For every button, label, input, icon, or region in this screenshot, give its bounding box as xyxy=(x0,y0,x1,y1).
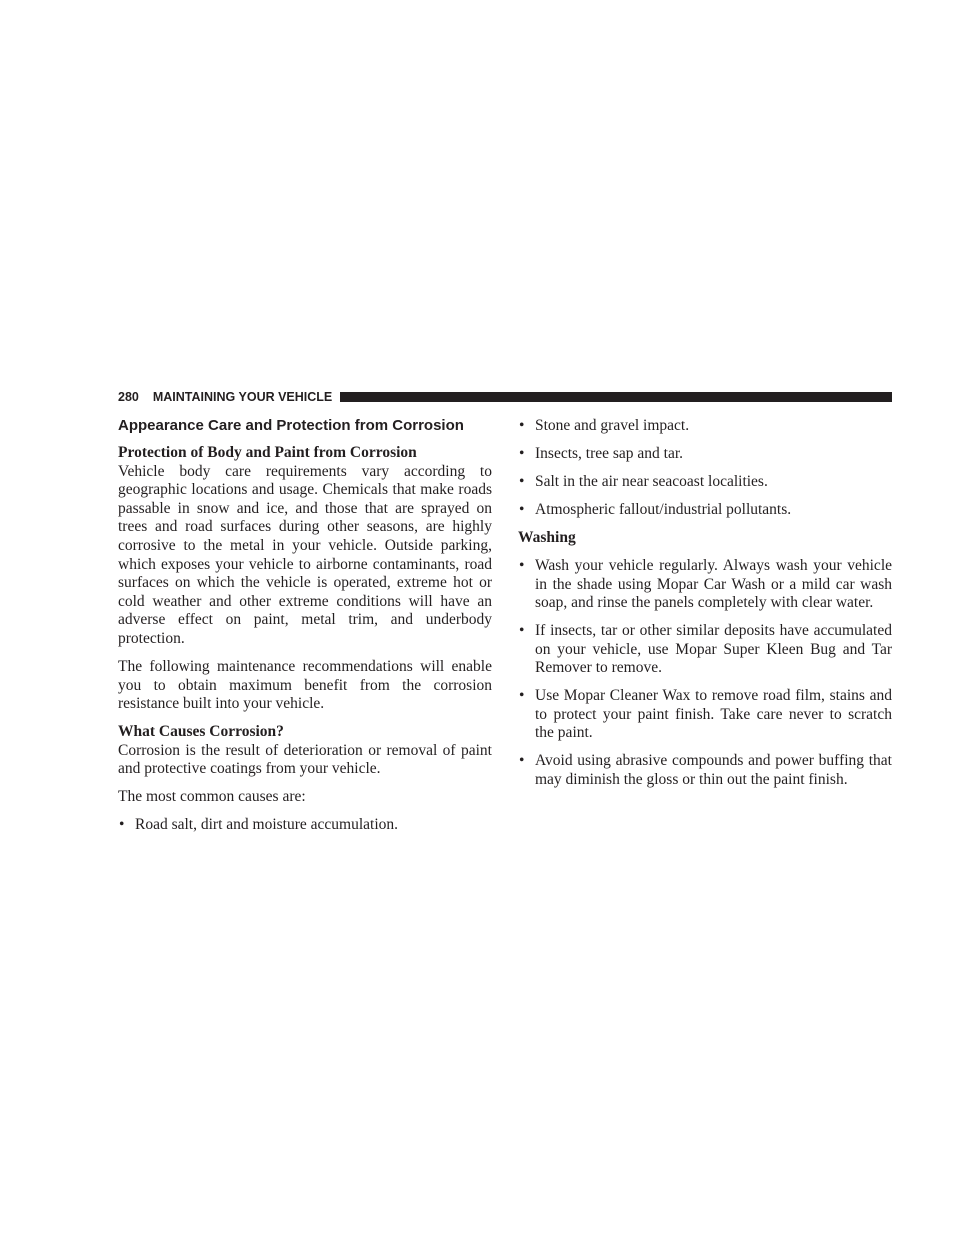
bullet-icon: • xyxy=(519,444,525,462)
page-number: 280 xyxy=(118,390,139,404)
paragraph-causes: Corrosion is the result of deterioration or removal of paint and protective coatings from your vehicle. xyxy=(118,741,492,778)
list-item-text: Use Mopar Cleaner Wax to remove road film, stains and to protect your paint finish. Take care never to scratch the paint. xyxy=(535,687,892,742)
causes-list xyxy=(118,816,492,835)
subhead-causes: What Causes Corrosion? xyxy=(118,723,284,741)
paragraph-common-causes: The most common causes are: xyxy=(118,788,306,806)
list-item xyxy=(518,501,892,520)
subhead-washing: Washing xyxy=(518,528,576,546)
list-item-text: Insects, tree sap and tar. xyxy=(535,444,684,462)
washing-list xyxy=(518,557,892,790)
section-title: Appearance Care and Protection from Corrosion xyxy=(118,417,464,434)
bullet-icon: • xyxy=(519,687,525,705)
list-item xyxy=(518,417,892,436)
bullet-icon: • xyxy=(519,472,525,490)
list-item-text: Salt in the air near seacoast localities. xyxy=(535,472,768,490)
causes-list-continued xyxy=(518,417,892,520)
list-item-text: If insects, tar or other similar deposits have accumulated on your vehicle, use Mopar Super Kleen Bug and Tar Remover to remove. xyxy=(535,622,892,677)
bullet-icon: • xyxy=(519,500,525,518)
list-item xyxy=(118,816,492,835)
list-item xyxy=(518,557,892,613)
list-item xyxy=(518,687,892,743)
list-item-text: Atmospheric fallout/industrial pollutants. xyxy=(535,500,792,518)
paragraph-following: The following maintenance recommendations will enable you to obtain maximum benefit from the corrosion resistance built into your vehicle. xyxy=(118,657,492,713)
list-item xyxy=(518,752,892,789)
right-column xyxy=(518,416,892,799)
list-item xyxy=(518,622,892,678)
bullet-icon: • xyxy=(119,816,125,834)
bullet-icon: • xyxy=(519,556,525,574)
header-rule-bar xyxy=(340,392,892,402)
running-title: MAINTAINING YOUR VEHICLE xyxy=(152,390,333,404)
page-header xyxy=(118,389,892,405)
bullet-icon: • xyxy=(519,417,525,434)
subhead-protection: Protection of Body and Paint from Corrosion xyxy=(118,444,417,461)
paragraph-protection: Vehicle body care requirements vary according to geographic locations and usage. Chemicals that make roads passable in snow and ice, and those that are sprayed on trees and road surfaces during other seasons, are highly corrosive to the metal in your vehicle. Outside parking, which exposes your vehicle to airborne contaminants, road surfaces on which the vehicle is operated, extreme hot or cold weather and other extreme conditions will have an adverse effect on paint, metal trim, and underbody protection. xyxy=(118,462,492,647)
bullet-icon: • xyxy=(519,752,525,770)
list-item xyxy=(518,473,892,492)
list-item-text: Stone and gravel impact. xyxy=(535,417,690,434)
bullet-icon: • xyxy=(519,622,525,640)
list-item xyxy=(518,445,892,464)
list-item-text: Wash your vehicle regularly. Always wash your vehicle in the shade using Mopar Car Wash or a mild car wash soap, and rinse the panels completely with clear water. xyxy=(535,556,892,612)
left-column xyxy=(118,416,492,844)
list-item-text: Road salt, dirt and moisture accumulation. xyxy=(135,816,399,834)
list-item-text: Avoid using abrasive compounds and power buffing that may diminish the gloss or thin out the paint finish. xyxy=(535,752,892,789)
